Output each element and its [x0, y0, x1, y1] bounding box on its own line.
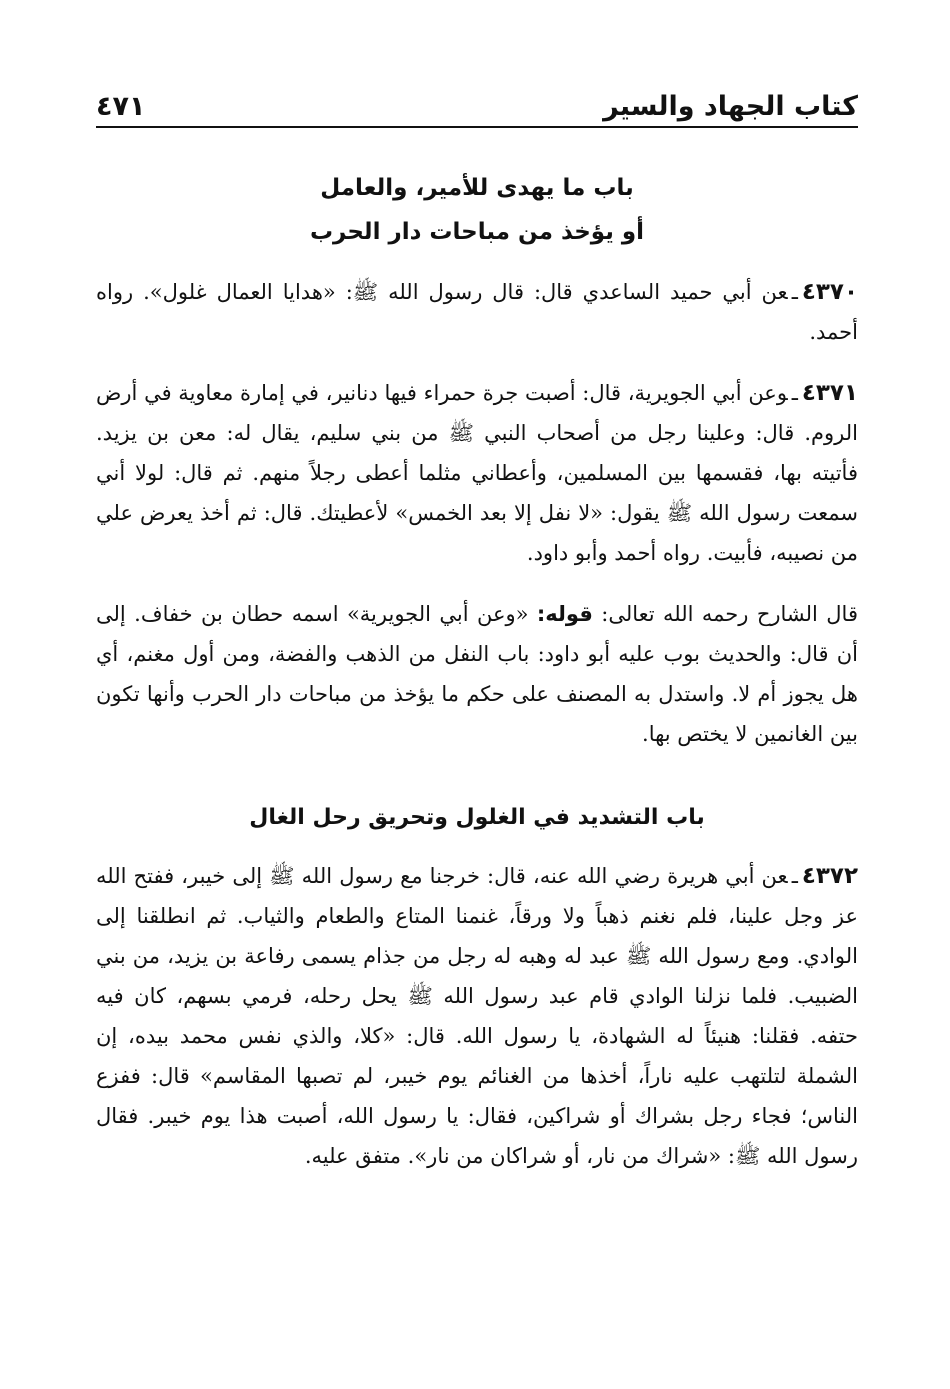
hadith-4371: ٤٣٧١ـوعن أبي الجويرية، قال: أصبت جرة حمراء فيها دنانير، في إمارة معاوية في أرض الروم. قال: وعلينا رجل من أصحاب النبي ﷺ من بني سليم، يقال له: معن بن يزيد. فأتيته بها، فقسمها بين المسلمين، وأعطاني مثلما أعطى رجلاً منهم. ثم قال: لولا أني سمعت رسول الله ﷺ يقول: «لا نفل إلا بعد الخمس» لأعطيتك. قال: ثم أخذ يعرض علي من نصيبه، فأبيت. رواه أحمد وأبو داود.: [96, 380, 858, 565]
header-title: كتاب الجهاد والسير: [603, 91, 858, 122]
hadith-4372: ٤٣٧٢ـعن أبي هريرة رضي الله عنه، قال: خرجنا مع رسول الله ﷺ إلى خيبر، ففتح الله عز وجل علينا، فلم نغنم ذهباً ولا ورقاً، غنمنا المتاع والطعام والثياب. ثم انطلقنا إلى الوادي. ومع رسول الله ﷺ عبد له وهبه له رجل من جذام يسمى رفاعة بن يزيد، من بني الضبيب. فلما نزلنا الوادي قام عبد رسول الله ﷺ يحل رحله، فرمي بسهم، كان فيه حتفه. فقلنا: هنيئاً له الشهادة، يا رسول الله. قال: «كلا، والذي نفس محمد بيده، إن الشملة لتلتهب عليه ناراً، أخذها من الغنائم يوم خيبر، لم تصبها المقاسم» قال: ففزع الناس؛ فجاء رجل بشراك أو شراكين، فقال: يا رسول الله، أصبت هذا يوم خيبر. فقال رسول الله ﷺ: «شراك من نار، أو شراكان من نار». متفق عليه.: [96, 863, 858, 1168]
hadith-text: وعن أبي الجويرية، قال: أصبت جرة حمراء فيها دنانير، في إمارة معاوية في أرض الروم. قال: وعلينا رجل من أصحاب النبي ﷺ من بني سليم، يقال له: معن بن يزيد. فأتيته بها، فقسمها بين المسلمين، وأعطاني مثلما أعطى رجلاً منهم. ثم قال: لولا أني سمعت رسول الله ﷺ يقول: «لا نفل إلا بعد الخمس» لأعطيتك. قال: ثم أخذ يعرض علي من نصيبه، فأبيت. رواه أحمد وأبو داود.: [96, 381, 858, 565]
commentary-text: «وعن أبي الجويرية» اسمه حطان بن خفاف. إلى أن قال: والحديث بوب عليه أبو داود: باب النفل من الذهب والفضة، ومن أول مغنم، أي هل يجوز أم لا. واستدل به المصنف على حكم ما يؤخذ من مباحات دار الحرب وأنها تكون بين الغانمين لا يختص بها.: [96, 602, 858, 746]
book-page: [96, 84, 858, 1197]
running-header: [96, 84, 858, 128]
section-heading: باب التشديد في الغلول وتحريق رحل الغال: [249, 805, 705, 830]
hadith-text: عن أبي حميد الساعدي قال: قال رسول الله ﷺ: «هدايا العمال غلول». رواه أحمد.: [96, 280, 858, 344]
hadith-number: ٤٣٧٠: [801, 279, 858, 305]
hadith-number: ٤٣٧١: [801, 380, 858, 406]
commentary: [96, 594, 858, 754]
chapter-title-line-1: باب ما يهدى للأمير، والعامل: [320, 175, 634, 201]
page-number: ٤٧١: [96, 91, 146, 122]
commentary-keyword: قوله:: [536, 602, 593, 626]
chapter-title: [96, 166, 858, 254]
chapter-title-line-2: أو يؤخذ من مباحات دار الحرب: [309, 219, 645, 245]
hadith-4370: ٤٣٧٠ـعن أبي حميد الساعدي قال: قال رسول الله ﷺ: «هدايا العمال غلول». رواه أحمد.: [96, 279, 858, 344]
hadith-number: ٤٣٧٢: [801, 863, 858, 889]
commentary-intro: قال الشارح رحمه الله تعالى:: [601, 602, 858, 626]
hadith-text: عن أبي هريرة رضي الله عنه، قال: خرجنا مع رسول الله ﷺ إلى خيبر، ففتح الله عز وجل علينا، فلم نغنم ذهباً ولا ورقاً، غنمنا المتاع والطعام والثياب. ثم انطلقنا إلى الوادي. ومع رسول الله ﷺ عبد له وهبه له رجل من جذام يسمى رفاعة بن يزيد، من بني الضبيب. فلما نزلنا الوادي قام عبد رسول الله ﷺ يحل رحله، فرمي بسهم، كان فيه حتفه. فقلنا: هنيئاً له الشهادة، يا رسول الله. قال: «كلا، والذي نفس محمد بيده، إن الشملة لتلتهب عليه ناراً، أخذها من الغنائم يوم خيبر، لم تصبها المقاسم» قال: ففزع الناس؛ فجاء رجل بشراك أو شراكين، فقال: يا رسول الله، أصبت هذا يوم خيبر. فقال رسول الله ﷺ: «شراك من نار، أو شراكان من نار». متفق عليه.: [96, 864, 858, 1168]
